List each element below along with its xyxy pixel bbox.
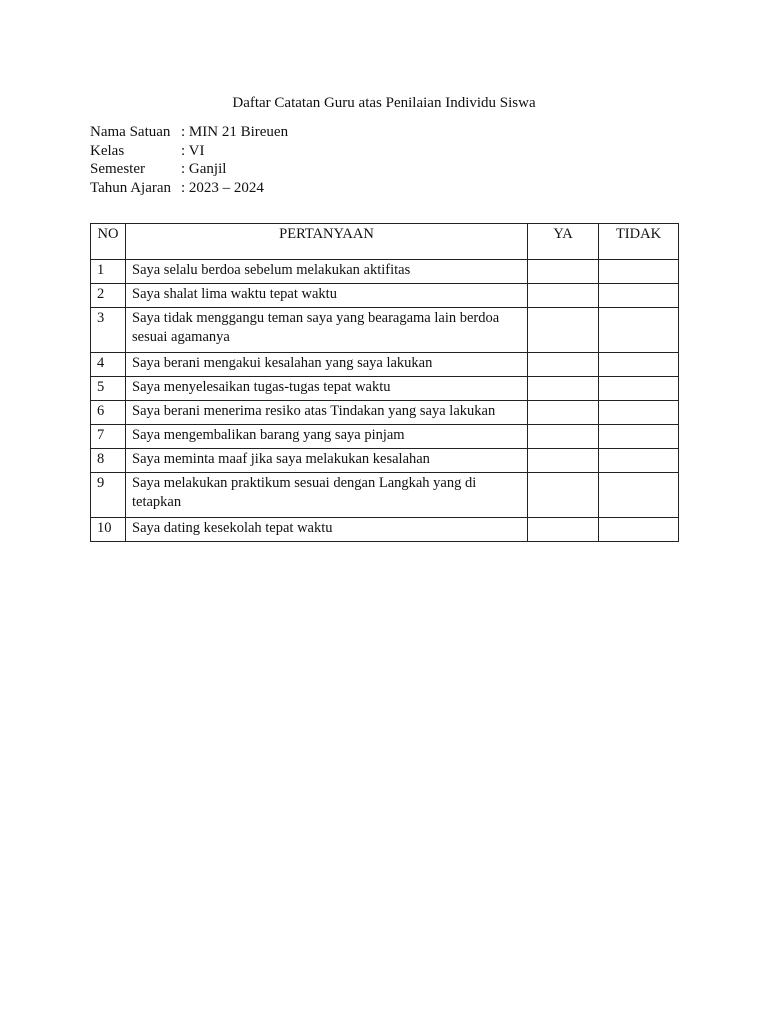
row-number: 7 — [91, 425, 126, 449]
row-question: Saya berani menerima resiko atas Tindakan yang saya lakukan — [126, 401, 528, 425]
header-tidak: TIDAK — [599, 224, 679, 260]
row-tidak-cell[interactable] — [599, 284, 679, 308]
info-row-kelas — [90, 142, 288, 161]
info-label: Tahun Ajaran — [90, 179, 172, 196]
row-tidak-cell[interactable] — [599, 425, 679, 449]
info-label: Semester — [90, 161, 145, 177]
row-question: Saya dating kesekolah tepat waktu — [126, 518, 528, 542]
info-value: : 2023 – 2024 — [181, 179, 264, 198]
row-ya-cell[interactable] — [528, 260, 599, 284]
table-row — [91, 425, 679, 449]
info-row-tahun-ajaran — [90, 179, 288, 198]
row-number: 4 — [91, 353, 126, 377]
table-row — [91, 353, 679, 377]
header-ya: YA — [528, 224, 599, 260]
row-question: Saya tidak menggangu teman saya yang bearagama lain berdoa sesuai agamanya — [126, 308, 528, 353]
row-number: 2 — [91, 284, 126, 308]
row-number: 6 — [91, 401, 126, 425]
assessment-table — [90, 223, 679, 542]
row-tidak-cell[interactable] — [599, 308, 679, 353]
row-tidak-cell[interactable] — [599, 401, 679, 425]
row-ya-cell[interactable] — [528, 308, 599, 353]
page-title: Daftar Catatan Guru atas Penilaian Individu Siswa — [232, 95, 536, 111]
table-row — [91, 377, 679, 401]
row-question: Saya mengembalikan barang yang saya pinjam — [126, 425, 528, 449]
info-block — [90, 123, 288, 197]
info-row-semester — [90, 160, 288, 179]
row-tidak-cell[interactable] — [599, 353, 679, 377]
row-tidak-cell[interactable] — [599, 518, 679, 542]
info-value: : MIN 21 Bireuen — [181, 123, 288, 142]
row-number: 9 — [91, 473, 126, 518]
header-pertanyaan: PERTANYAAN — [126, 224, 528, 260]
table-row — [91, 284, 679, 308]
row-ya-cell[interactable] — [528, 377, 599, 401]
row-ya-cell[interactable] — [528, 353, 599, 377]
row-tidak-cell[interactable] — [599, 260, 679, 284]
row-question: Saya selalu berdoa sebelum melakukan aktifitas — [126, 260, 528, 284]
info-value: : Ganjil — [181, 160, 226, 179]
table-header-row — [91, 224, 679, 260]
row-question: Saya meminta maaf jika saya melakukan kesalahan — [126, 449, 528, 473]
row-tidak-cell[interactable] — [599, 473, 679, 518]
table-row — [91, 260, 679, 284]
row-ya-cell[interactable] — [528, 473, 599, 518]
row-tidak-cell[interactable] — [599, 449, 679, 473]
row-question: Saya melakukan praktikum sesuai dengan Langkah yang di tetapkan — [126, 473, 528, 518]
info-row-nama-satuan — [90, 123, 288, 142]
row-ya-cell[interactable] — [528, 518, 599, 542]
row-number: 10 — [91, 518, 126, 542]
table-row — [91, 449, 679, 473]
table-row — [91, 308, 679, 353]
row-number: 8 — [91, 449, 126, 473]
header-no: NO — [91, 224, 126, 260]
info-value: : VI — [181, 142, 204, 161]
row-ya-cell[interactable] — [528, 284, 599, 308]
row-number: 1 — [91, 260, 126, 284]
row-question: Saya shalat lima waktu tepat waktu — [126, 284, 528, 308]
table-row — [91, 401, 679, 425]
info-label: Kelas — [90, 142, 125, 159]
row-ya-cell[interactable] — [528, 449, 599, 473]
info-label: Nama Satuan — [90, 124, 171, 140]
row-question: Saya menyelesaikan tugas-tugas tepat waktu — [126, 377, 528, 401]
row-ya-cell[interactable] — [528, 401, 599, 425]
table-row — [91, 518, 679, 542]
row-ya-cell[interactable] — [528, 425, 599, 449]
row-tidak-cell[interactable] — [599, 377, 679, 401]
row-number: 3 — [91, 308, 126, 353]
row-number: 5 — [91, 377, 126, 401]
row-question: Saya berani mengakui kesalahan yang saya lakukan — [126, 353, 528, 377]
table-row — [91, 473, 679, 518]
